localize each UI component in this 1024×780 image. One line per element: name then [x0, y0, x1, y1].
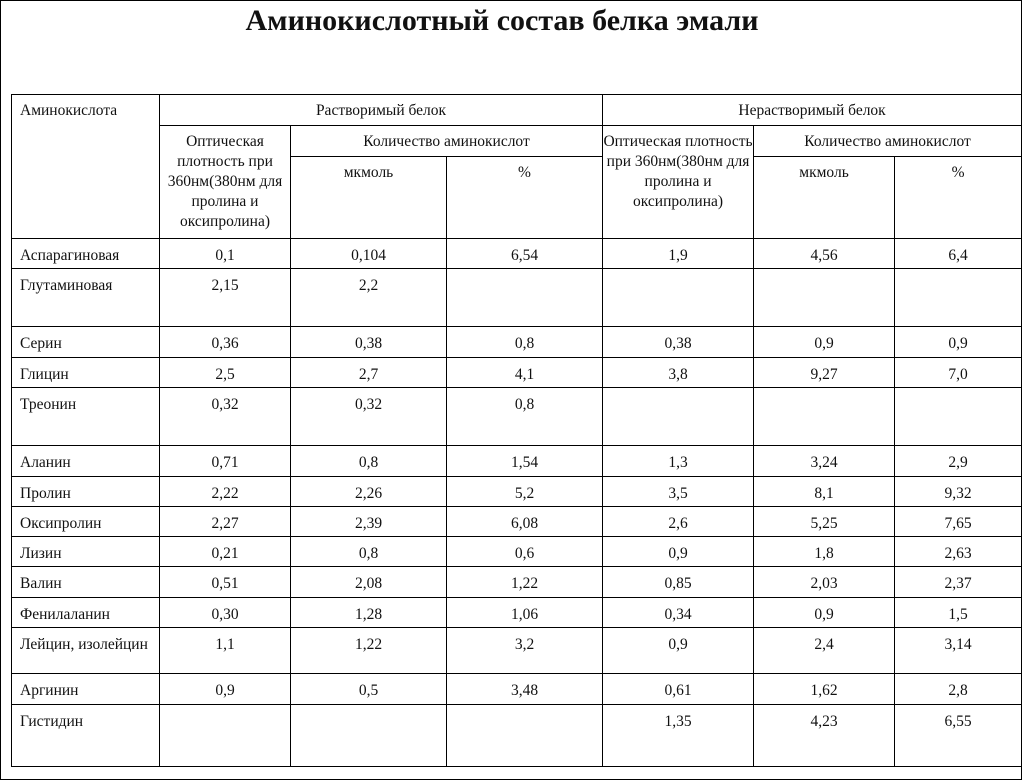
cell-insoluble-umol: 1,62: [754, 674, 895, 705]
header-percent-insoluble: %: [895, 157, 1022, 239]
cell-insoluble-percent: [895, 269, 1022, 327]
header-soluble-protein: Растворимый белок: [160, 95, 603, 126]
cell-soluble-percent: 3,48: [447, 674, 603, 705]
cell-amino-acid: Серин: [12, 327, 160, 358]
cell-insoluble-optical-density: 0,9: [603, 537, 754, 567]
table-row: [12, 705, 1022, 767]
table-row: [12, 674, 1022, 705]
cell-insoluble-percent: 3,14: [895, 628, 1022, 674]
cell-soluble-percent: 6,54: [447, 239, 603, 269]
cell-soluble-umol: 0,8: [291, 446, 447, 477]
cell-soluble-percent: 0,8: [447, 388, 603, 446]
cell-soluble-percent: [447, 705, 603, 767]
cell-amino-acid: Пролин: [12, 477, 160, 507]
header-amino-acid: Аминокислота: [12, 95, 160, 239]
table-row: [12, 239, 1022, 269]
cell-soluble-umol: 2,2: [291, 269, 447, 327]
header-row-1: [12, 95, 1022, 126]
cell-insoluble-optical-density: [603, 269, 754, 327]
table-row: [12, 477, 1022, 507]
table-row: [12, 358, 1022, 388]
cell-insoluble-optical-density: 2,6: [603, 507, 754, 537]
cell-insoluble-percent: 9,32: [895, 477, 1022, 507]
cell-soluble-umol: 2,7: [291, 358, 447, 388]
table-row: [12, 537, 1022, 567]
cell-insoluble-percent: 6,55: [895, 705, 1022, 767]
cell-soluble-umol: 1,22: [291, 628, 447, 674]
cell-soluble-optical-density: 0,9: [160, 674, 291, 705]
cell-soluble-umol: 2,08: [291, 567, 447, 598]
cell-soluble-optical-density: 0,32: [160, 388, 291, 446]
page-title: Аминокислотный состав белка эмали: [245, 4, 759, 37]
cell-soluble-optical-density: [160, 705, 291, 767]
cell-insoluble-optical-density: 1,3: [603, 446, 754, 477]
cell-insoluble-umol: 3,24: [754, 446, 895, 477]
cell-soluble-percent: 1,54: [447, 446, 603, 477]
table-row: [12, 507, 1022, 537]
cell-amino-acid: Аргинин: [12, 674, 160, 705]
cell-soluble-percent: 5,2: [447, 477, 603, 507]
cell-soluble-umol: 1,28: [291, 598, 447, 628]
cell-soluble-percent: 3,2: [447, 628, 603, 674]
cell-soluble-percent: 4,1: [447, 358, 603, 388]
cell-soluble-umol: 0,104: [291, 239, 447, 269]
cell-insoluble-optical-density: 0,9: [603, 628, 754, 674]
cell-insoluble-umol: 0,9: [754, 598, 895, 628]
table-row: [12, 327, 1022, 358]
cell-soluble-optical-density: 2,22: [160, 477, 291, 507]
cell-soluble-optical-density: 2,15: [160, 269, 291, 327]
table-row: [12, 628, 1022, 674]
header-optical-density-insoluble: Оптическая плотность при 360нм(380нм для пролина и оксипролина): [603, 126, 754, 239]
cell-soluble-percent: 1,06: [447, 598, 603, 628]
header-amount-insoluble: Количество аминокислот: [754, 126, 1022, 157]
cell-insoluble-umol: 4,23: [754, 705, 895, 767]
cell-insoluble-optical-density: 0,34: [603, 598, 754, 628]
cell-soluble-percent: 0,8: [447, 327, 603, 358]
cell-insoluble-optical-density: 3,8: [603, 358, 754, 388]
cell-soluble-umol: 0,32: [291, 388, 447, 446]
header-umol-insoluble: мкмоль: [754, 157, 895, 239]
cell-amino-acid: Оксипролин: [12, 507, 160, 537]
cell-soluble-percent: 1,22: [447, 567, 603, 598]
cell-insoluble-umol: 2,03: [754, 567, 895, 598]
cell-insoluble-umol: 9,27: [754, 358, 895, 388]
header-amount-soluble: Количество аминокислот: [291, 126, 603, 157]
header-optical-density-soluble: Оптическая плотность при 360нм(380нм для пролина и оксипролина): [160, 126, 291, 239]
cell-insoluble-optical-density: [603, 388, 754, 446]
cell-insoluble-percent: 0,9: [895, 327, 1022, 358]
cell-soluble-optical-density: 0,71: [160, 446, 291, 477]
cell-amino-acid: Лейцин, изолейцин: [12, 628, 160, 674]
cell-soluble-percent: 0,6: [447, 537, 603, 567]
cell-amino-acid: Гистидин: [12, 705, 160, 767]
header-umol-soluble: мкмоль: [291, 157, 447, 239]
cell-soluble-optical-density: 0,30: [160, 598, 291, 628]
cell-insoluble-percent: 7,0: [895, 358, 1022, 388]
cell-amino-acid: Аланин: [12, 446, 160, 477]
cell-insoluble-percent: 7,65: [895, 507, 1022, 537]
cell-soluble-umol: 0,8: [291, 537, 447, 567]
cell-insoluble-umol: 4,56: [754, 239, 895, 269]
cell-amino-acid: Валин: [12, 567, 160, 598]
cell-amino-acid: Лизин: [12, 537, 160, 567]
cell-soluble-optical-density: 0,36: [160, 327, 291, 358]
cell-amino-acid: Аспарагиновая: [12, 239, 160, 269]
cell-insoluble-optical-density: 1,9: [603, 239, 754, 269]
table-row: [12, 598, 1022, 628]
cell-soluble-optical-density: 2,27: [160, 507, 291, 537]
cell-insoluble-percent: 2,37: [895, 567, 1022, 598]
cell-insoluble-percent: 2,9: [895, 446, 1022, 477]
cell-insoluble-umol: 0,9: [754, 327, 895, 358]
cell-insoluble-percent: 2,8: [895, 674, 1022, 705]
cell-insoluble-umol: 5,25: [754, 507, 895, 537]
cell-insoluble-umol: 1,8: [754, 537, 895, 567]
cell-insoluble-optical-density: 0,61: [603, 674, 754, 705]
cell-insoluble-umol: [754, 388, 895, 446]
cell-soluble-umol: 2,26: [291, 477, 447, 507]
table-row: [12, 388, 1022, 446]
cell-insoluble-umol: 2,4: [754, 628, 895, 674]
cell-amino-acid: Треонин: [12, 388, 160, 446]
cell-soluble-percent: [447, 269, 603, 327]
cell-insoluble-percent: [895, 388, 1022, 446]
cell-insoluble-umol: 8,1: [754, 477, 895, 507]
cell-insoluble-optical-density: 0,85: [603, 567, 754, 598]
header-percent-soluble: %: [447, 157, 603, 239]
cell-insoluble-percent: 1,5: [895, 598, 1022, 628]
cell-soluble-umol: 0,5: [291, 674, 447, 705]
cell-soluble-optical-density: 1,1: [160, 628, 291, 674]
header-row-2: [12, 126, 1022, 157]
cell-soluble-umol: 2,39: [291, 507, 447, 537]
cell-soluble-percent: 6,08: [447, 507, 603, 537]
cell-soluble-optical-density: 0,21: [160, 537, 291, 567]
table-row: [12, 567, 1022, 598]
cell-soluble-optical-density: 0,51: [160, 567, 291, 598]
cell-insoluble-optical-density: 0,38: [603, 327, 754, 358]
cell-insoluble-optical-density: 3,5: [603, 477, 754, 507]
cell-insoluble-percent: 2,63: [895, 537, 1022, 567]
cell-insoluble-umol: [754, 269, 895, 327]
cell-amino-acid: Фенилаланин: [12, 598, 160, 628]
cell-insoluble-optical-density: 1,35: [603, 705, 754, 767]
cell-amino-acid: Глутаминовая: [12, 269, 160, 327]
amino-acid-table: [11, 94, 1022, 767]
table-row: [12, 269, 1022, 327]
cell-amino-acid: Глицин: [12, 358, 160, 388]
header-insoluble-protein: Нерастворимый белок: [603, 95, 1022, 126]
cell-soluble-umol: 0,38: [291, 327, 447, 358]
cell-soluble-umol: [291, 705, 447, 767]
cell-soluble-optical-density: 2,5: [160, 358, 291, 388]
table-row: [12, 446, 1022, 477]
cell-insoluble-percent: 6,4: [895, 239, 1022, 269]
cell-soluble-optical-density: 0,1: [160, 239, 291, 269]
